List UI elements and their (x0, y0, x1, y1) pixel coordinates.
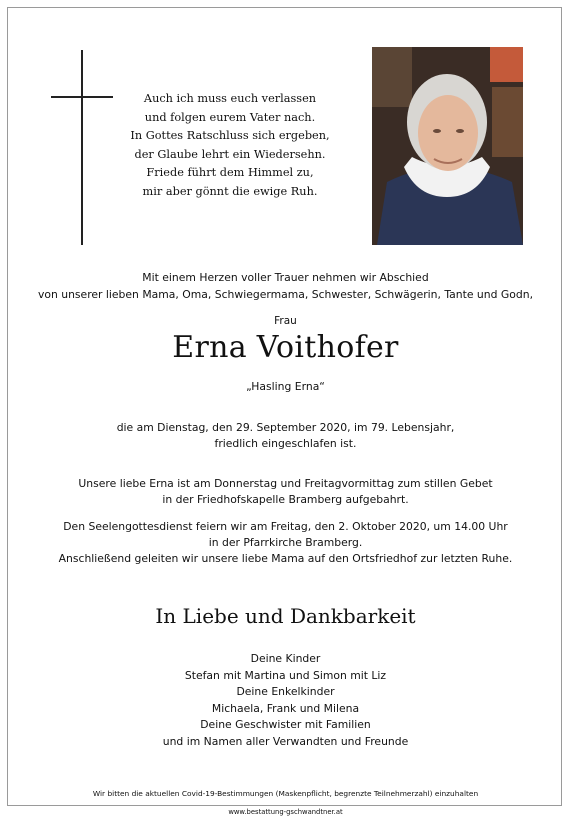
covid-note: Wir bitten die aktuellen Covid-19-Bestimmungen (Maskenpflicht, begrenzte Teilnehmerzahl) einzuhalten (92, 789, 479, 798)
portrait-image (372, 47, 523, 245)
family-line: Deine Kinder (250, 652, 321, 665)
poem-line: In Gottes Ratschluss sich ergeben, (130, 129, 330, 143)
intro-line: von unserer lieben Mama, Oma, Schwiegermama, Schwester, Schwägerin, Tante und Godn, (37, 288, 534, 301)
family-line: Deine Geschwister mit Familien (200, 718, 371, 731)
mass-line: Den Seelengottesdienst feiern wir am Freitag, den 2. Oktober 2020, um 14.00 Uhr (63, 520, 508, 533)
nickname: „Hasling Erna“ (246, 380, 325, 393)
website-link[interactable]: www.bestattung-gschwandtner.at (228, 808, 343, 816)
poem-line: und folgen eurem Vater nach. (144, 110, 316, 124)
mass-notice (0, 519, 571, 567)
family-line: Deine Enkelkinder (236, 685, 335, 698)
cross-icon-bar (51, 96, 113, 98)
mass-line: in der Pfarrkirche Bramberg. (208, 536, 363, 549)
death-notice (0, 420, 571, 452)
death-line: friedlich eingeschlafen ist. (214, 437, 357, 450)
intro-text (0, 269, 571, 303)
portrait-photo (372, 47, 523, 245)
family-line: Stefan mit Martina und Simon mit Liz (184, 668, 387, 682)
intro-line: Mit einem Herzen voller Trauer nehmen wir Abschied (142, 271, 429, 284)
laying-out-notice (0, 476, 571, 508)
death-line: die am Dienstag, den 29. September 2020, im 79. Lebensjahr, (116, 421, 455, 434)
closing-heading: In Liebe und Dankbarkeit (155, 604, 416, 628)
salutation: Frau (274, 315, 297, 327)
poem-line: der Glaube lehrt ein Wiedersehn. (134, 147, 326, 161)
poem-line: Auch ich muss euch verlassen (143, 92, 317, 105)
mass-line: Anschließend geleiten wir unsere liebe Mama auf den Ortsfriedhof zur letzten Ruhe. (58, 552, 513, 565)
laying-out-line: in der Friedhofskapelle Bramberg aufgebahrt. (162, 493, 409, 506)
family-line: und im Namen aller Verwandten und Freunde (162, 734, 409, 748)
family-list (0, 651, 571, 750)
poem-line: Friede führt dem Himmel zu, (146, 166, 314, 180)
deceased-name: Erna Voithofer (172, 330, 399, 365)
laying-out-line: Unsere liebe Erna ist am Donnerstag und Freitagvormittag zum stillen Gebet (78, 477, 493, 490)
poem (130, 90, 330, 202)
poem-line: mir aber gönnt die ewige Ruh. (142, 184, 318, 198)
family-line: Michaela, Frank und Milena (211, 701, 360, 715)
cross-icon (81, 50, 83, 245)
